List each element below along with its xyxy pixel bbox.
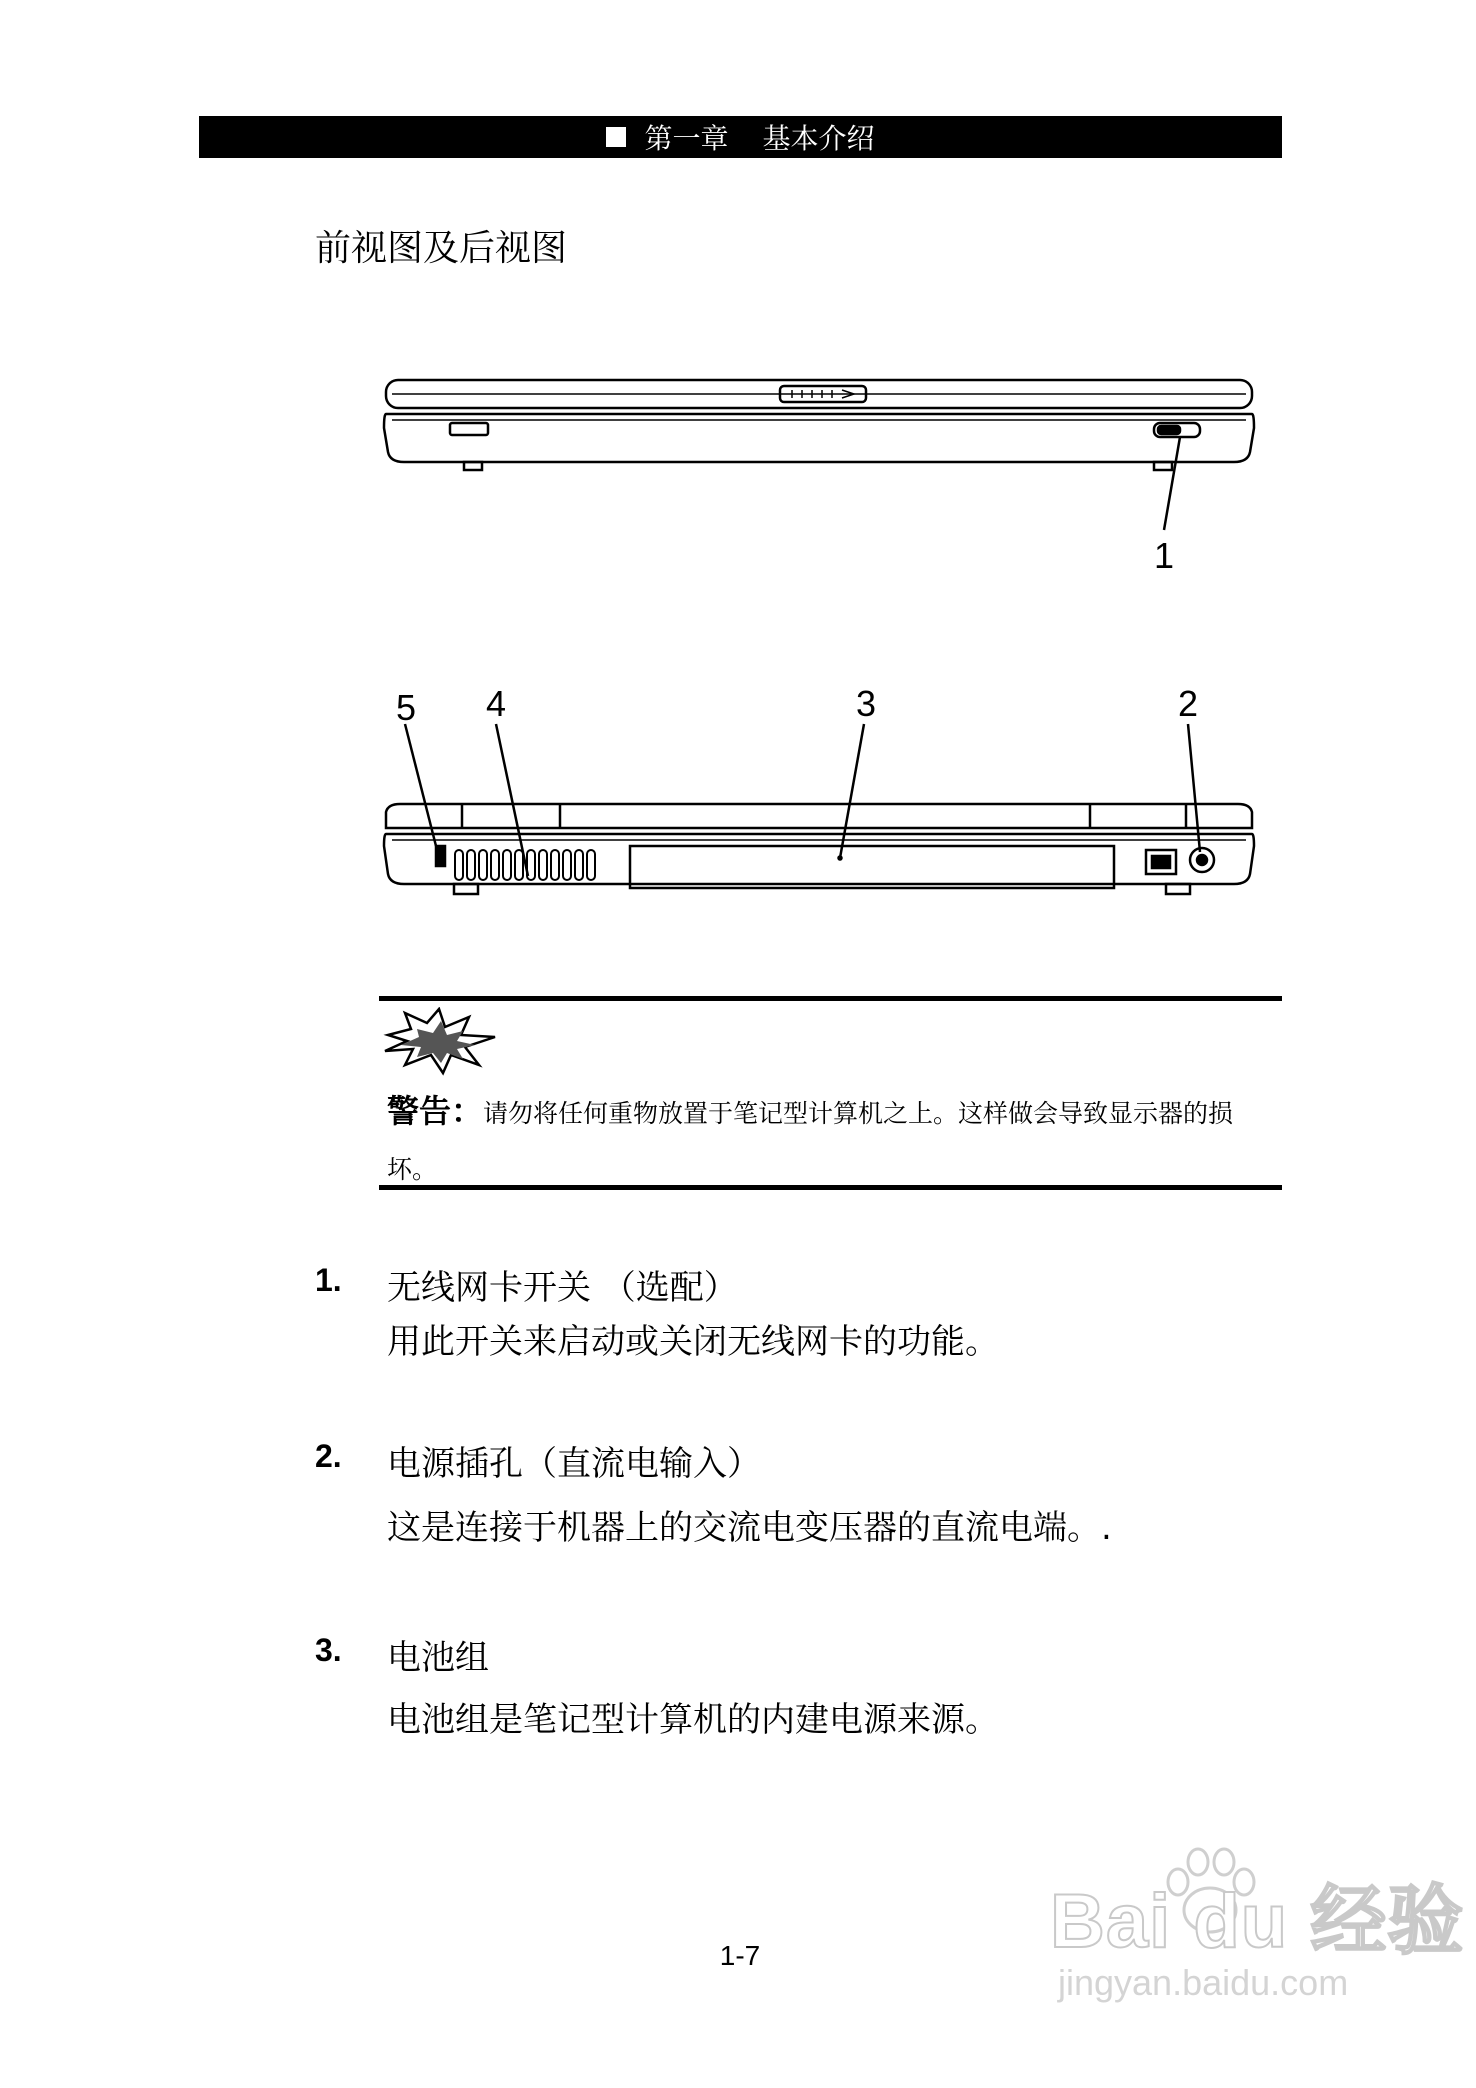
front-view: [384, 380, 1254, 530]
callout-4: 4: [485, 683, 507, 724]
page-title: 前视图及后视图: [315, 228, 568, 269]
callout-line-3: [840, 724, 864, 858]
item-number: 1.: [315, 1262, 342, 1298]
warning-label: 警告：: [387, 1092, 484, 1130]
item-title: 电源插孔（直流电输入）: [387, 1444, 761, 1484]
item-description: 电池组是笔记型计算机的内建电源来源。: [387, 1700, 999, 1740]
callout-5: 5: [395, 687, 417, 728]
watermark-url: jingyan.baidu.com: [1058, 1962, 1349, 2003]
item-title: 电池组: [387, 1638, 489, 1678]
callout-2: 2: [1177, 683, 1199, 724]
callout-1: 1: [1153, 535, 1175, 576]
front-indicator: [450, 423, 488, 435]
rear-view: [384, 724, 1254, 894]
warning-box: [379, 996, 1282, 1190]
item-number: 2.: [315, 1438, 342, 1474]
callout-3: 3: [855, 683, 877, 724]
item-description: 用此开关来启动或关闭无线网卡的功能。: [387, 1322, 999, 1362]
kensington-lock-slot: [436, 846, 445, 866]
warning-burst-icon: [383, 1007, 503, 1077]
chapter-label: 第一章: [644, 122, 729, 155]
callout-line-1: [1164, 437, 1180, 530]
item-number: 3.: [315, 1632, 342, 1668]
item-description: 这是连接于机器上的交流电变压器的直流电端。.: [387, 1508, 1112, 1548]
laptop-front-rear-diagram: [0, 0, 1476, 1000]
page-number: 1-7: [719, 1940, 761, 1971]
watermark-brand: Bai du 经验: [1050, 1879, 1465, 1964]
battery-pack: [630, 846, 1114, 888]
item-title: 无线网卡开关 （选配）: [387, 1268, 738, 1308]
callout-line-4: [496, 724, 528, 876]
chapter-title: 基本介绍: [762, 122, 875, 155]
warning-text: [387, 1083, 1277, 1198]
warning-message: 请勿将任何重物放置于笔记型计算机之上。这样做会导致显示器的损坏。: [387, 1099, 1234, 1184]
